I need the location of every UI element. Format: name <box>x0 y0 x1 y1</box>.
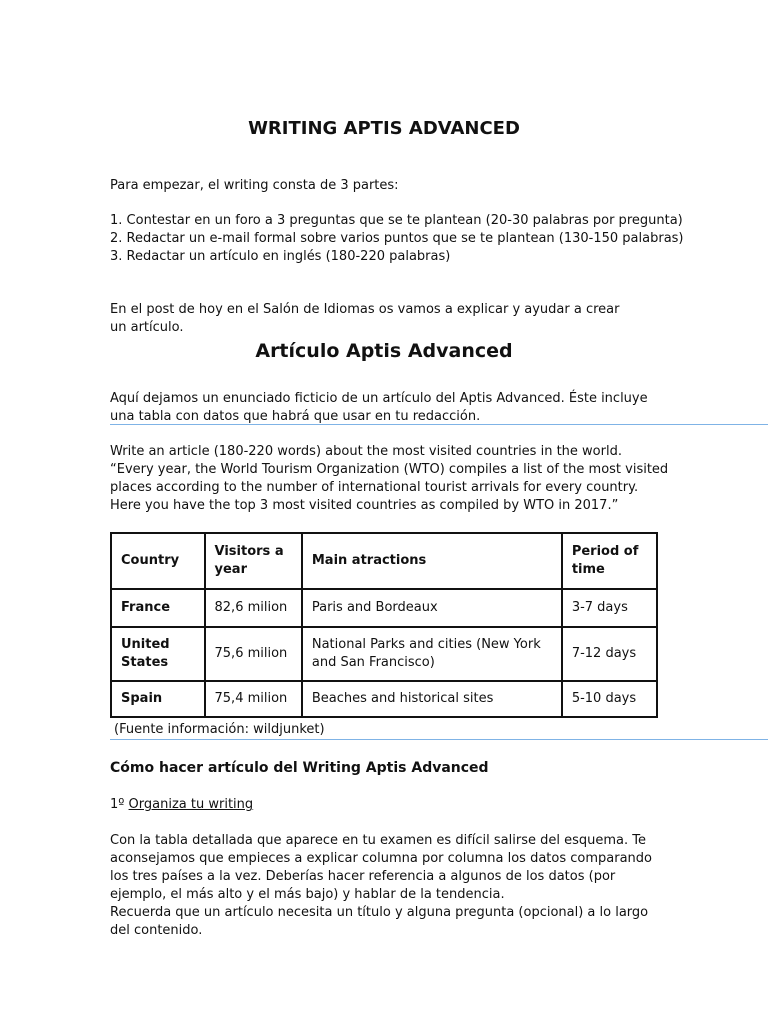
part-item: 3. Redactar un artículo en inglés (180-220 palabras) <box>110 249 451 264</box>
step-number: 1º <box>110 797 125 812</box>
table-header-cell: Period of time <box>562 533 657 589</box>
table-header-cell: Main atractions <box>302 533 562 589</box>
table-header-cell: Country <box>111 533 205 589</box>
table-cell: 5-10 days <box>562 681 657 717</box>
part-item: 1. Contestar en un foro a 3 preguntas que se te plantean (20-30 palabras por pregunta) <box>110 213 683 228</box>
step-title: Organiza tu writing <box>128 797 254 812</box>
table-header-cell: Visitors a year <box>205 533 302 589</box>
table-row <box>111 589 657 627</box>
table-cell: 3-7 days <box>562 589 657 627</box>
task-line: Write an article (180-220 words) about the most visited countries in the world. <box>110 444 622 459</box>
article-heading: Artículo Aptis Advanced <box>255 340 513 362</box>
example-intro: Aquí dejamos un enunciado ficticio de un artículo del Aptis Advanced. Éste incluye una tabla con datos que habrá que usar en tu redacción. <box>110 391 648 424</box>
step-heading <box>110 796 253 814</box>
divider-rule <box>110 424 768 425</box>
table-cell: 82,6 milion <box>205 589 302 627</box>
visitors-table <box>110 532 658 718</box>
how-to-body <box>110 832 660 940</box>
task-quote: “Every year, the World Tourism Organization (WTO) compiles a list of the most visited places according to the number of international tourist arrivals for every country. Here you have the top 3 most visited countries as compiled by WTO in 2017.” <box>110 462 669 513</box>
table-cell: 75,4 milion <box>205 681 302 717</box>
intro-post: En el post de hoy en el Salón de Idiomas os vamos a explicar y ayudar a crear un artículo. <box>110 302 620 335</box>
parts-list <box>110 212 710 266</box>
table-header-row <box>111 533 657 589</box>
divider-rule <box>110 739 768 740</box>
part-item: 2. Redactar un e-mail formal sobre varios puntos que se te plantean (130-150 palabras) <box>110 231 684 246</box>
table-cell-country: Spain <box>111 681 205 717</box>
table-cell-country: United States <box>111 627 205 681</box>
task-text <box>110 443 670 515</box>
page-title: WRITING APTIS ADVANCED <box>248 118 520 139</box>
table-source: (Fuente información: wildjunket) <box>114 722 325 737</box>
paragraph: Recuerda que un artículo necesita un título y alguna pregunta (opcional) a lo largo del contenido. <box>110 905 649 938</box>
table-row <box>111 681 657 717</box>
table-cell: 7-12 days <box>562 627 657 681</box>
section-heading: Cómo hacer artículo del Writing Aptis Advanced <box>110 760 489 776</box>
table-row <box>111 627 657 681</box>
table-cell-country: France <box>111 589 205 627</box>
table-cell: 75,6 milion <box>205 627 302 681</box>
table-cell: Paris and Bordeaux <box>302 589 562 627</box>
table-cell: Beaches and historical sites <box>302 681 562 717</box>
paragraph: Con la tabla detallada que aparece en tu examen es difícil salirse del esquema. Te aconsejamos que empieces a explicar columna por columna los datos comparando los tres países a la vez. Deberías hacer referencia a algunos de los datos (por ejemplo, el más alto y el más bajo) y hablar de la tendencia. <box>110 833 652 902</box>
table-cell: National Parks and cities (New York and San Francisco) <box>302 627 562 681</box>
intro-lead: Para empezar, el writing consta de 3 partes: <box>110 178 399 193</box>
